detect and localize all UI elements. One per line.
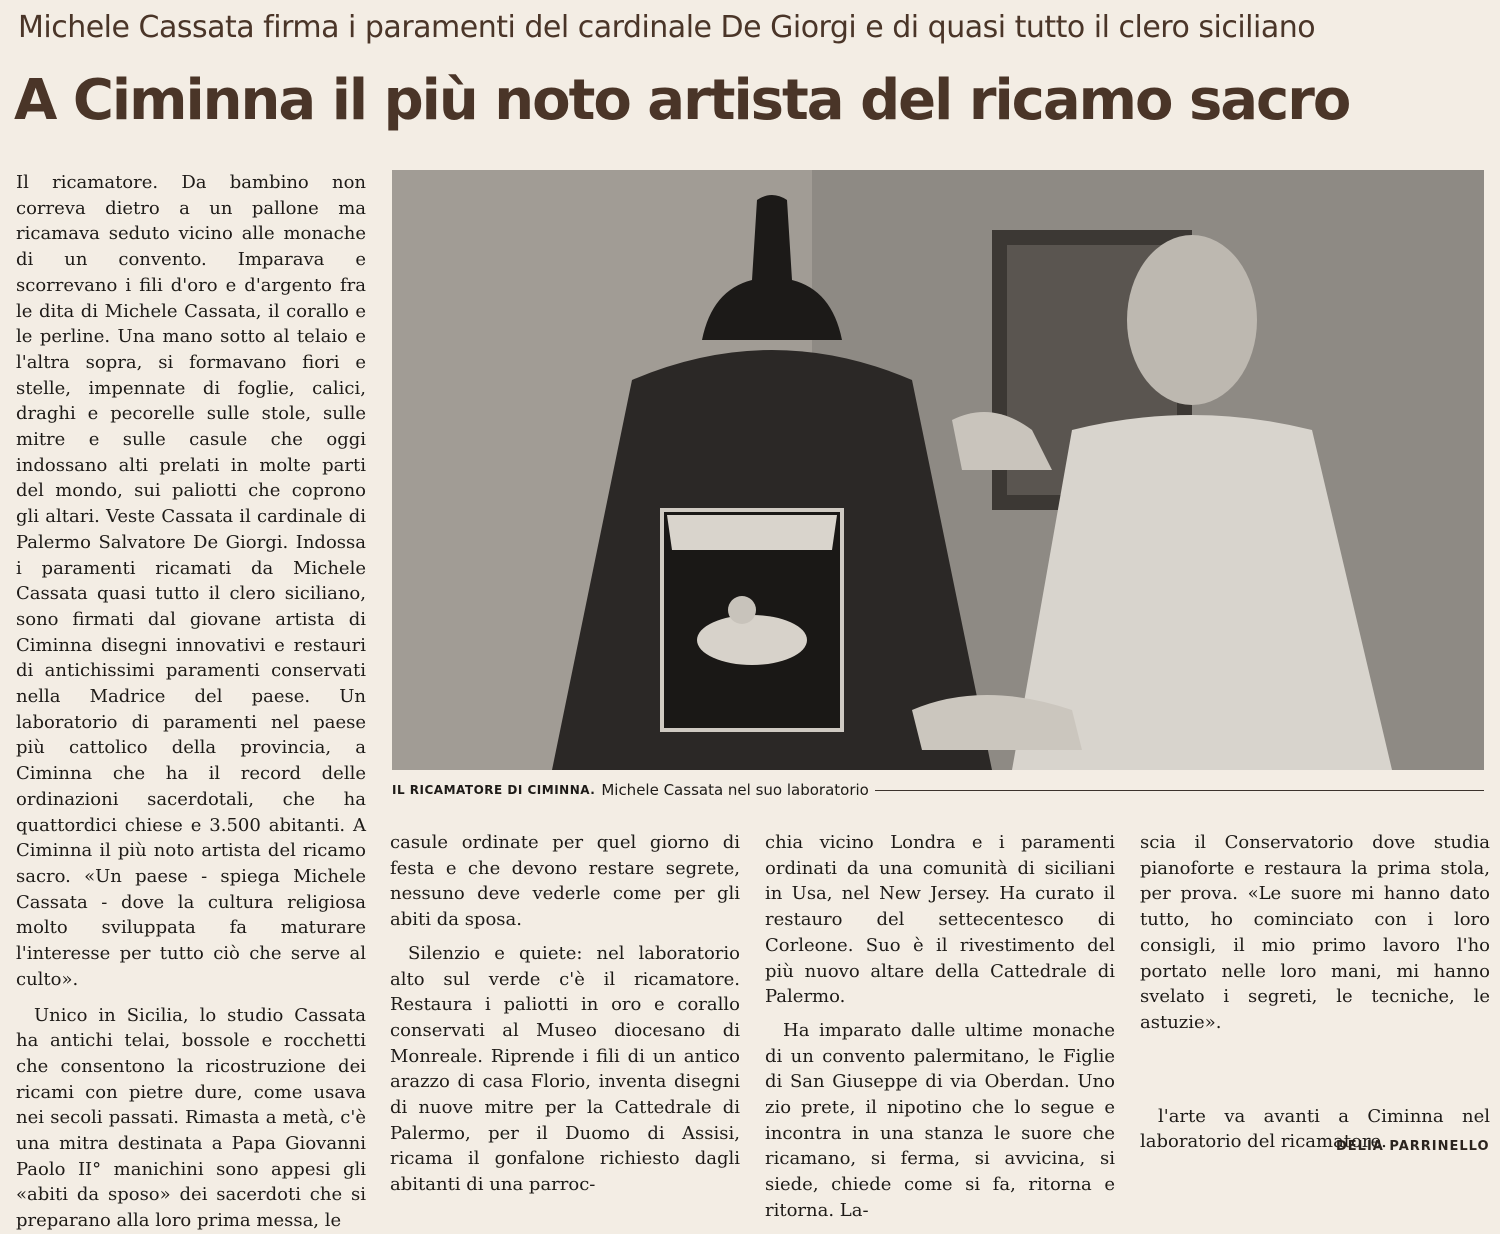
photo-illustration — [392, 170, 1484, 770]
paragraph: Unico in Sicilia, lo studio Cassata ha antichi telai, bossole e rocchetti che consentono la ricostruzione dei ricami con pietre dure, come usava nei secoli passati. Rimasta a metà, c'è una mitra destinata a Papa Giovanni Paolo II° manichini sono appesi gli «abiti da sposo» dei sacerdoti che si preparano alla loro prima messa, le — [16, 1004, 366, 1232]
paragraph: Ha imparato dalle ultime monache di un convento palermitano, le Figlie di San Giuseppe di via Oberdan. Uno zio prete, il nipotino che lo segue e incontra in una stanza le suore che ricamano, si ferma, si avvicina, si siede, chiede come si fa, ritorna e ritorna. La- — [765, 1019, 1115, 1221]
article-byline: DELIA PARRINELLO — [1336, 1139, 1490, 1154]
text-column-1 — [16, 170, 366, 1234]
paragraph: chia vicino Londra e i paramenti ordinati da una comunità di siciliani in Usa, nel New Jersey. Ha curato il restauro del settecentesco di Corleone. Suo è il rivestimento del più nuovo altare della Cattedrale di Palermo. — [765, 832, 1115, 1008]
caption-label: IL RICAMATORE DI CIMINNA. — [392, 783, 596, 797]
article-headline: A Ciminna il più noto artista del ricamo sacro — [14, 68, 1350, 133]
paragraph: casule ordinate per quel giorno di festa e che devono restare segrete, nessuno deve vederle come per gli abiti da sposa. — [390, 832, 740, 931]
text-column-4 — [1140, 830, 1490, 1155]
paragraph: l'arte va avanti a Ciminna nel laboratorio del ricamatore. — [1140, 1105, 1490, 1153]
article-photo — [392, 170, 1484, 770]
text-column-2 — [390, 830, 740, 1198]
text-column-3 — [765, 830, 1115, 1224]
photo-caption — [392, 781, 1484, 799]
paragraph: Il ricamatore. Da bambino non correva dietro a un pallone ma ricamava seduto vicino alle monache di un convento. Imparava e scorrevano i fili d'oro e d'argento fra le dita di Michele Cassata, il corallo e le perline. Una mano sotto al telaio e l'altra sopra, si formavano fiori e stelle, impennate di foglie, calici, draghi e pecorelle sulle stole, sulle mitre e sulle casule che oggi indossano alti prelati in molte parti del mondo, sui paliotti che coprono gli altari. Veste Cassata il cardinale di Palermo Salvatore De Giorgi. Indossa i paramenti ricamati da Michele Cassata quasi tutto il clero siciliano, sono firmati dal giovane artista di Ciminna disegni innovativi e restauri di antichissimi paramenti conservati nella Madrice del paese. Un laboratorio di paramenti nel paese più cattolico della provincia, a Ciminna che ha il record delle ordinazioni sacerdotali, che ha quattordici chiese e 3.500 abitanti. A Ciminna il più noto artista del ricamo sacro. «Un paese - spiega Michele Cassata - dove la cultura religiosa molto sviluppata fa maturare l'interesse per tutto ciò che serve al culto». — [16, 172, 366, 990]
paragraph: scia il Conservatorio dove studia pianoforte e restaura la prima stola, per prova. «Le suore mi hanno dato tutto, ho cominciato con i loro consigli, il mio primo lavoro l'ho portato nelle loro mani, mi hanno svelato i segreti, le tecniche, le astuzie». — [1140, 832, 1490, 1033]
caption-rule — [875, 790, 1484, 791]
article-kicker: Michele Cassata firma i paramenti del cardinale De Giorgi e di quasi tutto il clero siciliano — [18, 10, 1316, 45]
caption-text: Michele Cassata nel suo laboratorio — [601, 781, 869, 799]
paragraph: Silenzio e quiete: nel laboratorio alto sul verde c'è il ricamatore. Restaura i paliotti in oro e corallo conservati al Museo diocesano di Monreale. Riprende i fili di un antico arazzo di casa Florio, inventa disegni di nuove mitre per la Cattedrale di Palermo, per il Duomo di Assisi, ricama il gonfalone richiesto dagli abitanti di una parroc- — [390, 942, 740, 1196]
